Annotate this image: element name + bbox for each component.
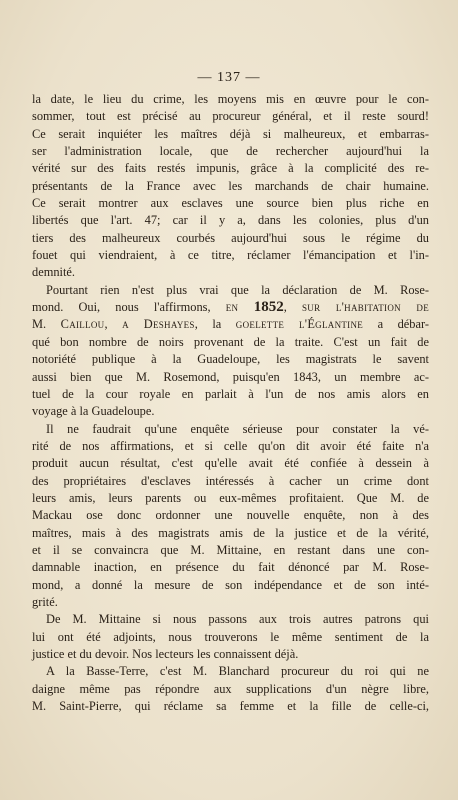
text-line: qué bon nombre de noirs provenant de la traite. C'est un fait de [32, 334, 429, 349]
text-line: daigne même pas répondre aux supplications d'un nègre libre, [32, 681, 429, 696]
text-line: lui ont été adjoints, nous trouverons le même sentiment de la [32, 629, 429, 644]
text-line: vérité sur des faits restés impunis, grâce à la complicité des re- [32, 161, 429, 176]
text-segment: , [104, 317, 123, 332]
text-line: maîtres, mais à des magistrats amis de la justice et de la vérité, [32, 525, 429, 540]
text-line: ser l'administration locale, que de rechercher aujourd'hui la [32, 144, 429, 159]
text-line: tuel de la cour royale en parlait à l'un de nos amis alors en [32, 386, 429, 401]
text-line: grité. [32, 594, 58, 609]
text-segment: , la [194, 317, 236, 332]
text-line: libertés que l'art. 47; car il y a, dans les colonies, plus d'un [32, 213, 429, 228]
text-line: la date, le lieu du crime, les moyens mis en œuvre pour le con- [32, 92, 429, 106]
text-line [32, 299, 429, 316]
text-line: damnable inaction, en présence du fait dénoncé par M. Rose- [32, 560, 429, 575]
text-segment: sur l'habitation de [302, 300, 429, 315]
text-line [32, 316, 429, 333]
text-line: voyage à la Guadeloupe. [32, 404, 155, 419]
text-line: sommer, tout est précisé au procureur général, et il reste sourd! [32, 109, 429, 124]
text-line: Pourtant rien n'est plus vrai que la déclaration de M. Rose- [46, 282, 429, 297]
text-segment: M. [32, 317, 61, 332]
text-line: De M. Mittaine si nous passons aux trois autres patrons qui [46, 612, 429, 627]
text-line: notoriété publique à la Guadeloupe, les magistrats le savent [32, 352, 429, 367]
text-segment: Caillou [60, 317, 105, 332]
text-line: demnité. [32, 265, 76, 280]
text-line: Mackau ose donc ordonner une nouvelle enquête, non à des [32, 508, 429, 523]
text-line: A la Basse-Terre, c'est M. Blanchard procureur du roi qui ne [46, 664, 429, 679]
text-line: présentants de la France avec les marchands de chair humaine. [32, 178, 429, 193]
text-segment: , [283, 300, 302, 315]
text-line: M. Saint-Pierre, qui réclame sa femme et la fille de celle-ci, [32, 699, 429, 714]
text-line: Ce serait inquiéter les maîtres déjà si malheureux, et embarras- [32, 126, 429, 141]
text-segment: 1852 [253, 299, 284, 316]
text-line: et il se convaincra que M. Mittaine, en restant dans une con- [32, 542, 429, 557]
text-line: aussi bien que M. Rosemond, puisqu'en 1843, un membre ac- [32, 369, 429, 384]
text-line: fouet qui viendraient, à ce titre, réclamer l'émancipation et l'in- [32, 248, 429, 263]
text-line: tiers des malheureux courbés aujourd'hui sous le régime du [32, 230, 429, 245]
text-line: rité de nos affirmations, et si celle qu'on dit avoir été faite n'a [32, 438, 429, 453]
text-segment: en [225, 300, 254, 315]
text-line: Il ne faudrait qu'une enquête sérieuse pour constater la vé- [46, 421, 429, 436]
text-segment: mond. Oui, nous l'affirmons, [32, 300, 226, 315]
text-line: des propriétaires d'esclaves intéressés à cacher un crime dont [32, 473, 429, 488]
text-line: produit aucun résultat, c'est qu'elle avait été confiée à dessein à [32, 456, 429, 471]
text-line: leurs amis, leurs parents ou eux-mêmes profitaient. Que M. de [32, 490, 429, 505]
text-line: justice et du devoir. Nos lecteurs les connaissent déjà. [32, 647, 299, 661]
text-line: mond, a donné la mesure de son indépendance et de son inté- [32, 577, 429, 592]
text-segment: goelette l'Églantine [235, 317, 364, 332]
page-number: — 137 — [197, 70, 261, 85]
text-segment: a débar- [363, 317, 429, 332]
text-segment: a Deshayes [122, 317, 195, 332]
text-line: Ce serait montrer aux esclaves une source bien plus riche en [32, 196, 429, 211]
body-text [32, 91, 429, 715]
